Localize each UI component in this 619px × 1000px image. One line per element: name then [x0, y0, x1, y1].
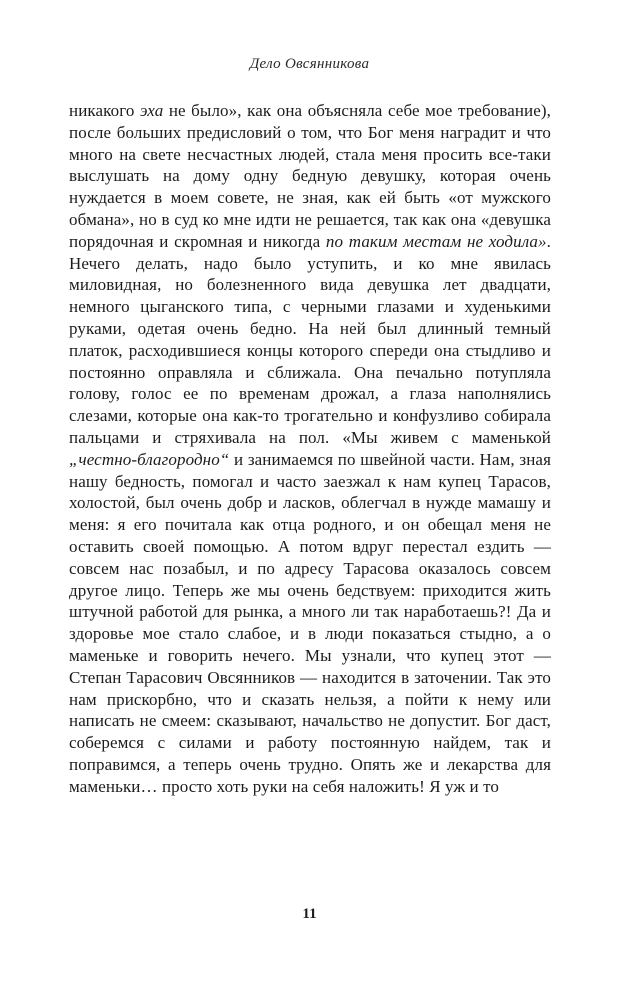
italic-text-segment: эха	[140, 101, 164, 120]
text-segment: . Нечего делать, надо было уступить, и ко мне явилась миловидная, но болезненного вида девушка лет двадцати, немного цыганского типа, с черными глазами и худенькими руками, одетая очень бедно. На ней был длинный темный платок, расходившиеся концы которого спереди она стыдливо и постоянно оправляла и сближала. Она печально потупляла голову, голос ее по временам дрожал, а глаза наполнялись слезами, которые она как-то трогательно и конфузливо собирала пальцами и стряхивала на пол. «Мы живем с маменькой	[69, 231, 551, 447]
body-text-paragraph	[69, 100, 551, 798]
italic-text-segment: по таким местам не ходила»	[325, 231, 547, 251]
text-segment: никакого	[69, 101, 141, 120]
text-segment: не было», как она объясняла себе мое требование), после больших предисловий о том, что Бог меня наградит и что много на свете несчастных людей, стала меня просить все-таки выслушать на дому одну бедную девушку, которая очень нуждается в моем совете, не зная, как ей быть «от мужского обмана», но в суд ко мне идти не решается, так как она «девушка порядочная и скромная и никогда	[69, 101, 551, 251]
text-segment: и занимаемся по швейной части. Нам, зная нашу бедность, помогал и часто заезжал к нам купец Тарасов, холостой, был очень добр и ласков, облегчал в нужде мамашу и меня: я его почитала как отца родного, и он обещал меня не оставить своей помощью. А потом вдруг перестал ездить — совсем нас позабыл, и по адресу Тарасова оказалось совсем другое лицо. Теперь же мы очень бедствуем: приходится жить штучной работой для рынка, а много ли так наработаешь?! Да и здоровье мое стало слабое, и в люди показаться стыдно, а о маменьке и говорить нечего. Мы узнали, что купец этот — Степан Тарасович Овсянников — находится в заточении. Так это нам прискорбно, что и сказать нельзя, а пойти к нему или написать не смеем: сказывают, начальство не допустит. Бог даст, соберемся с силами и работу постоянную найдем, так и поправимся, а теперь очень трудно. Опять же и лекарства для маменьки… просто хоть руки на себя наложить! Я уж и то	[69, 449, 551, 796]
page-number: 11	[302, 906, 317, 922]
running-header: Дело Овсянникова	[249, 56, 370, 72]
italic-text-segment: „честно-благородно“	[69, 449, 230, 469]
